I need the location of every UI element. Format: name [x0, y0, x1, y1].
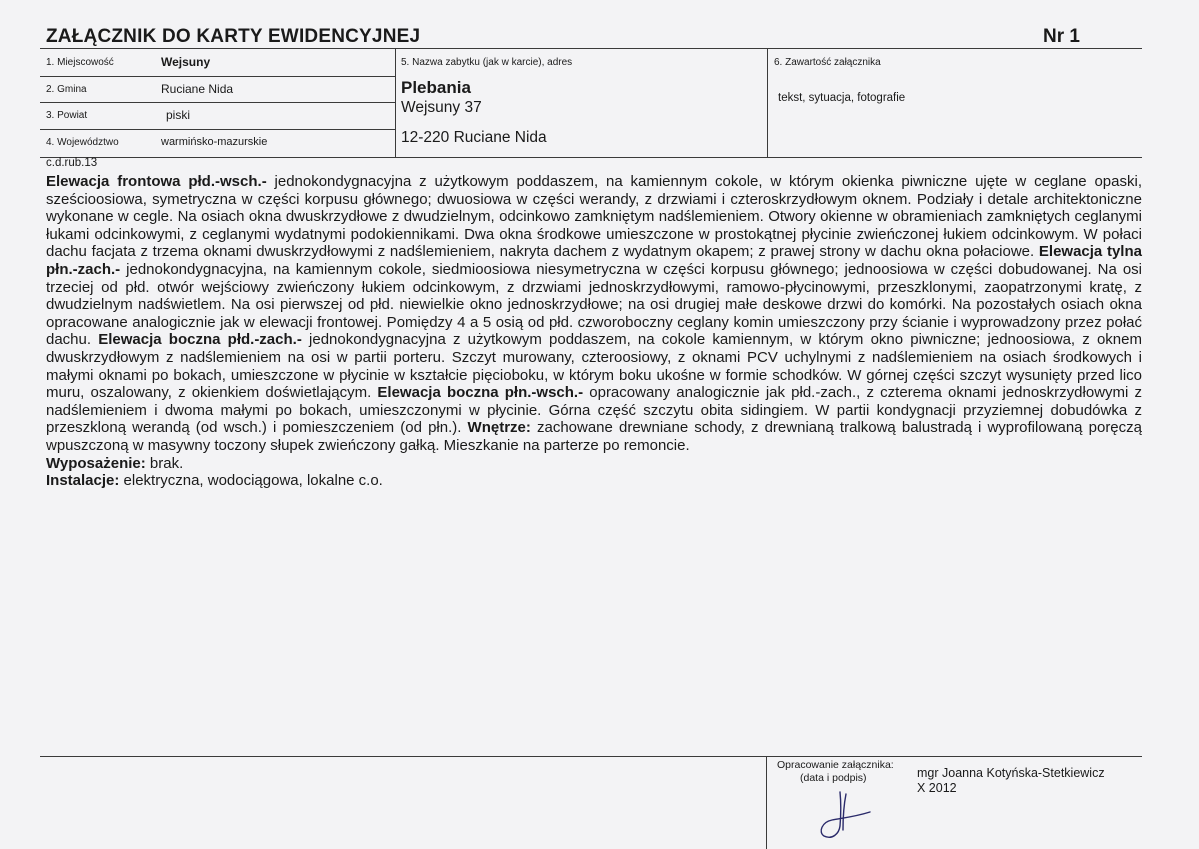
wojewodztwo-label: 4. Województwo [46, 137, 119, 148]
miejscowosc-label: 1. Miejscowość [46, 57, 114, 68]
monument-name: Plebania [401, 78, 471, 97]
section-heading: Elewacja tylna płn.-zach.- [46, 243, 1142, 278]
author-name: mgr Joanna Kotyńska-Stetkiewicz [917, 766, 1105, 780]
section-heading: Elewacja frontowa płd.-wsch.- [46, 173, 267, 190]
continuation-label: c.d.rub.13 [46, 157, 98, 169]
signature-icon [810, 790, 880, 845]
section-heading: Elewacja boczna płd.-zach.- [98, 331, 302, 349]
section-text: jednokondygnacyjna, na kamiennym cokole, siedmioosiowa niesymetryczna w części korpusu głównego; jednoosiowa w części dobudowanej. Na osi trzeciej od płd. otwór wejściowy zwieńczony łukiem odcinkowym, z drzwiami jednoskrzydłowymi, ramowo-płycinowymi, przeszklonymi, zaopatrzonymi kratę, z dwudzielnym nadświetlem. Na osi pierwszej od płd. niewielkie okno jednoskrzydłowe; na osi drugiej małe deskowe drzwi do komórki. Na pozostałych osiach okna opracowane analogicznie jak w elewacji frontowej. Pomiędzy 4 a 5 osią od płd. czworoboczny ceglany komin umieszczony przy ścianie i wyprowadzony przez połać dachu. [46, 260, 1142, 349]
footer-divider [40, 756, 1142, 757]
row-divider [40, 76, 395, 77]
header-table [40, 48, 1142, 158]
document-title: ZAŁĄCZNIK DO KARTY EWIDENCYJNEJ [46, 26, 421, 47]
row-divider [40, 102, 395, 103]
gmina-label: 2. Gmina [46, 84, 87, 95]
gmina-value: Ruciane Nida [161, 82, 234, 96]
miejscowosc-value: Wejsuny [161, 55, 211, 69]
wojewodztwo-value: warmińsko-mazurskie [161, 136, 268, 148]
address-line-2: 12-220 Ruciane Nida [401, 129, 547, 146]
section-heading: Elewacja boczna płn.-wsch.- [377, 384, 584, 402]
prepared-date: X 2012 [917, 781, 957, 795]
prepared-by-label: Opracowanie załącznika: [777, 759, 894, 771]
address-line-1: Wejsuny 37 [401, 99, 482, 116]
equipment-paragraph [46, 455, 1142, 473]
footer-column-divider [766, 756, 767, 849]
column-divider [395, 49, 396, 157]
section-text: elektryczna, wodociągowa, lokalne c.o. [119, 472, 383, 490]
section-heading: Instalacje: [46, 472, 120, 490]
date-signature-label: (data i podpis) [800, 772, 867, 784]
zawartosc-label: 6. Zawartość załącznika [774, 57, 881, 68]
section-text: brak. [145, 454, 184, 472]
attachment-number: Nr 1 [1043, 26, 1080, 47]
installations-paragraph [46, 472, 1142, 490]
powiat-value: piski [166, 108, 191, 122]
row-divider [40, 129, 395, 130]
section-text: jednokondygnacyjna z użytkowym poddaszem, na kamiennym cokole, w którym okienka piwniczne ujęte w ceglane opaski, sześcioosiowa, symetryczna w części korpusu głównego; dwuosiowa w części werandy, z drzwiami i czteroskrzydłowym oknem. Podziały i detale architektoniczne wykonane w cegle. Na osiach okna dwuskrzydłowe z dwudzielnym, odcinkowo zamkniętym nadślemieniem. Otwory okienne w obramieniach zamkniętych ceglanymi łukami odcinkowymi, z ceglanymi wydatnymi podokiennikami. Dwa okna środkowe umieszczone w prostokątnej płycinie zwieńczonej łukiem odcinkowym. W połaci dachu facjata z trzema oknami dwuskrzydłowymi z nadślemieniem, nakryta dachem z wydatnym okapem; z prawej strony w dachu okna połaciowe. [46, 173, 1142, 261]
section-text: jednokondygnacyjna z użytkowym poddaszem, na cokole kamiennym, w którym okno piwniczne; jednoosiowa, z oknem dwuskrzydłowym z nadślemieniem na osi w partii porteru. Szczyt murowany, czteroosiowy, z oknami PCV uchylnymi z nadślemieniem na osiach środkowych i małymi oknami po bokach, umieszczone w płycinie w kształcie pięcioboku, w którym boku ukośne w formie schodków. W górnej części szczyt wysunięty przed lico muru, oszalowany, z okienkiem doświetlającym. [46, 331, 1142, 402]
section-heading: Wyposażenie: [46, 454, 146, 472]
section-text: opracowany analogicznie jak płd.-zach., z czterema oknami jednoskrzydłowymi z nadślemieniem i dwoma małymi po bokach, umieszczonymi w płycinie. Górna część szczytu obita sidingiem. W partii kondygnacji przyziemnej dobudówka z przeszkloną werandą (od wsch.) i pomieszczeniem (od płn.). [46, 384, 1143, 437]
description-paragraph [46, 173, 1142, 455]
powiat-label: 3. Powiat [46, 110, 88, 121]
nazwa-label: 5. Nazwa zabytku (jak w karcie), adres [401, 57, 573, 68]
description-text [46, 173, 1142, 490]
section-heading: Wnętrze: [467, 419, 531, 437]
section-text: zachowane drewniane schody, z drewnianą tralkową balustradą i wyprofilowaną poręczą wpuszczoną w masywny toczony słupek zwieńczony gałką. Mieszkanie na parterze po remoncie. [46, 419, 1142, 454]
zawartosc-value: tekst, sytuacja, fotografie [778, 92, 906, 104]
column-divider [767, 49, 768, 157]
